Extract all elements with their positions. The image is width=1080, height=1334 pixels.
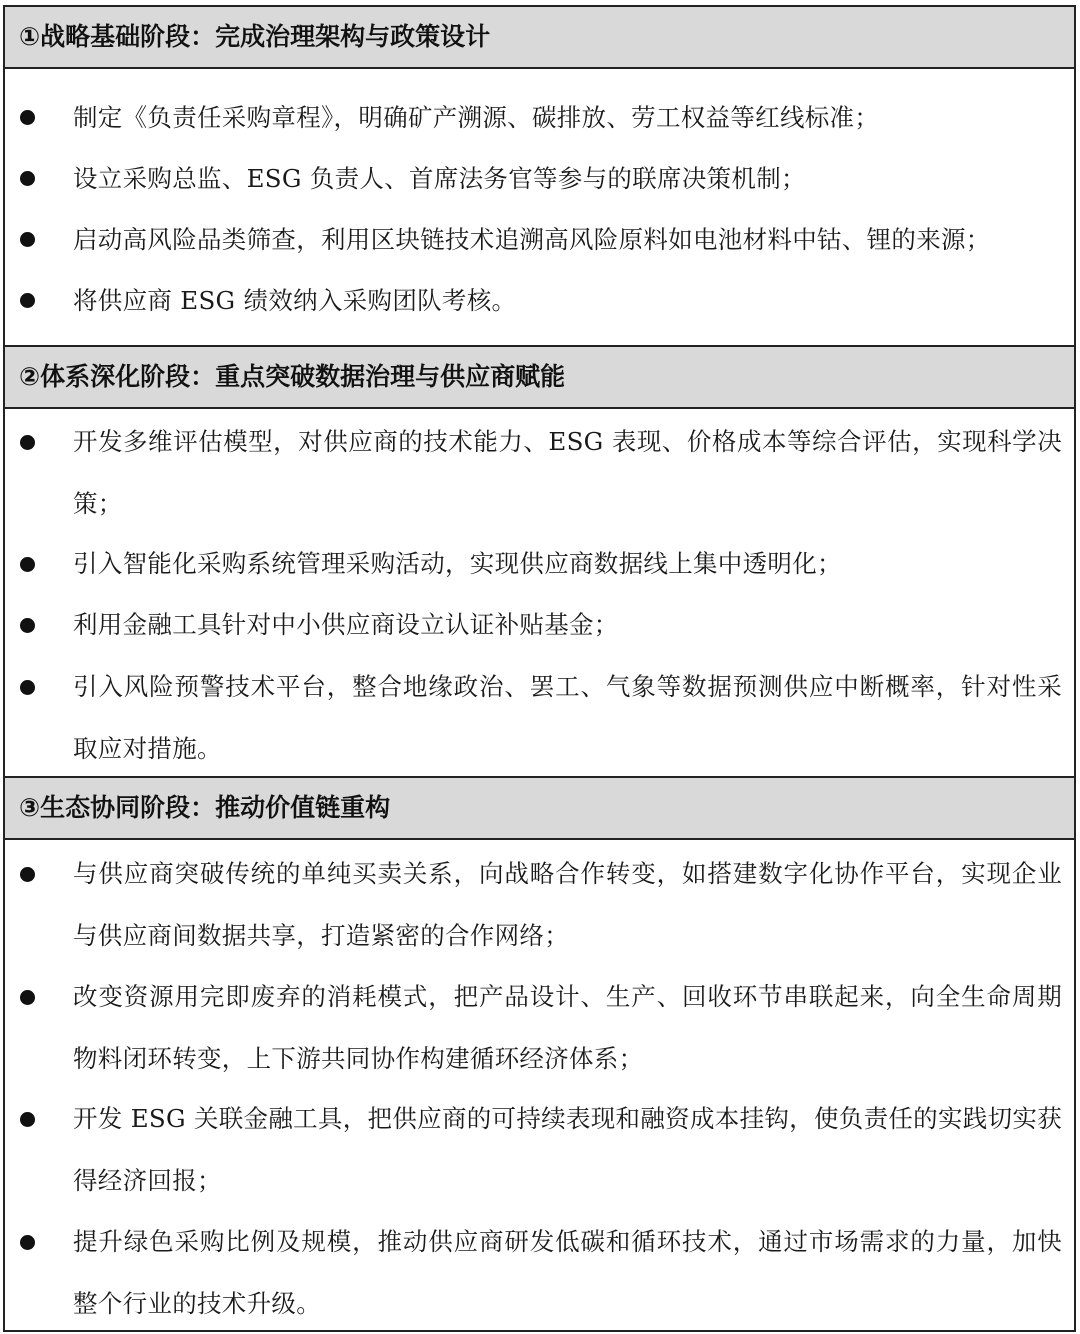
- item-text: 引入风险预警技术平台，整合地缘政治、罢工、气象等数据预测供应中断概率，针对性采取应对措施。: [73, 672, 1062, 763]
- item-text: 设立采购总监、ESG 负责人、首席法务官等参与的联席决策机制；: [73, 164, 806, 193]
- bullet-icon: [20, 232, 35, 247]
- bullet-icon: [20, 1235, 35, 1250]
- item-text: 提升绿色采购比例及规模，推动供应商研发低碳和循环技术，通过市场需求的力量，加快整个行业的技术升级。: [73, 1227, 1062, 1318]
- item-text: 引入智能化采购系统管理采购活动，实现供应商数据线上集中透明化；: [73, 549, 842, 578]
- item-text: 启动高风险品类筛查，利用区块链技术追溯高风险原料如电池材料中钴、锂的来源；: [73, 225, 991, 254]
- item-text: 改变资源用完即废弃的消耗模式，把产品设计、生产、回收环节串联起来，向全生命周期物料闭环转变，上下游共同协作构建循环经济体系；: [73, 982, 1062, 1073]
- bullet-icon: [20, 171, 35, 186]
- item-text: 开发 ESG 关联金融工具，把供应商的可持续表现和融资成本挂钩，使负责任的实践切实获得经济回报；: [73, 1104, 1062, 1195]
- bullet-icon: [20, 1112, 35, 1127]
- section-header-ecosystem-collaboration: ③生态协同阶段：推动价值链重构: [5, 776, 1074, 840]
- phase-table: [3, 5, 1076, 1332]
- section-header-strategic-foundation: ①战略基础阶段：完成治理架构与政策设计: [5, 7, 1074, 69]
- section-header-system-deepening: ②体系深化阶段：重点突破数据治理与供应商赋能: [5, 345, 1074, 409]
- bullet-icon: [20, 557, 35, 572]
- bullet-icon: [20, 435, 35, 450]
- item-text: 利用金融工具针对中小供应商设立认证补贴基金；: [73, 610, 619, 639]
- item-text: 将供应商 ESG 绩效纳入采购团队考核。: [73, 286, 517, 315]
- bullet-icon: [20, 293, 35, 308]
- item-text: 制定《负责任采购章程》，明确矿产溯源、碳排放、劳工权益等红线标准；: [73, 103, 880, 132]
- bullet-icon: [20, 680, 35, 695]
- bullet-icon: [20, 110, 35, 125]
- bullet-icon: [20, 618, 35, 633]
- bullet-icon: [20, 867, 35, 882]
- item-text: 与供应商突破传统的单纯买卖关系，向战略合作转变，如搭建数字化协作平台，实现企业与供应商间数据共享，打造紧密的合作网络；: [73, 859, 1062, 950]
- item-text: 开发多维评估模型，对供应商的技术能力、ESG 表现、价格成本等综合评估，实现科学决策；: [73, 427, 1062, 518]
- bullet-icon: [20, 990, 35, 1005]
